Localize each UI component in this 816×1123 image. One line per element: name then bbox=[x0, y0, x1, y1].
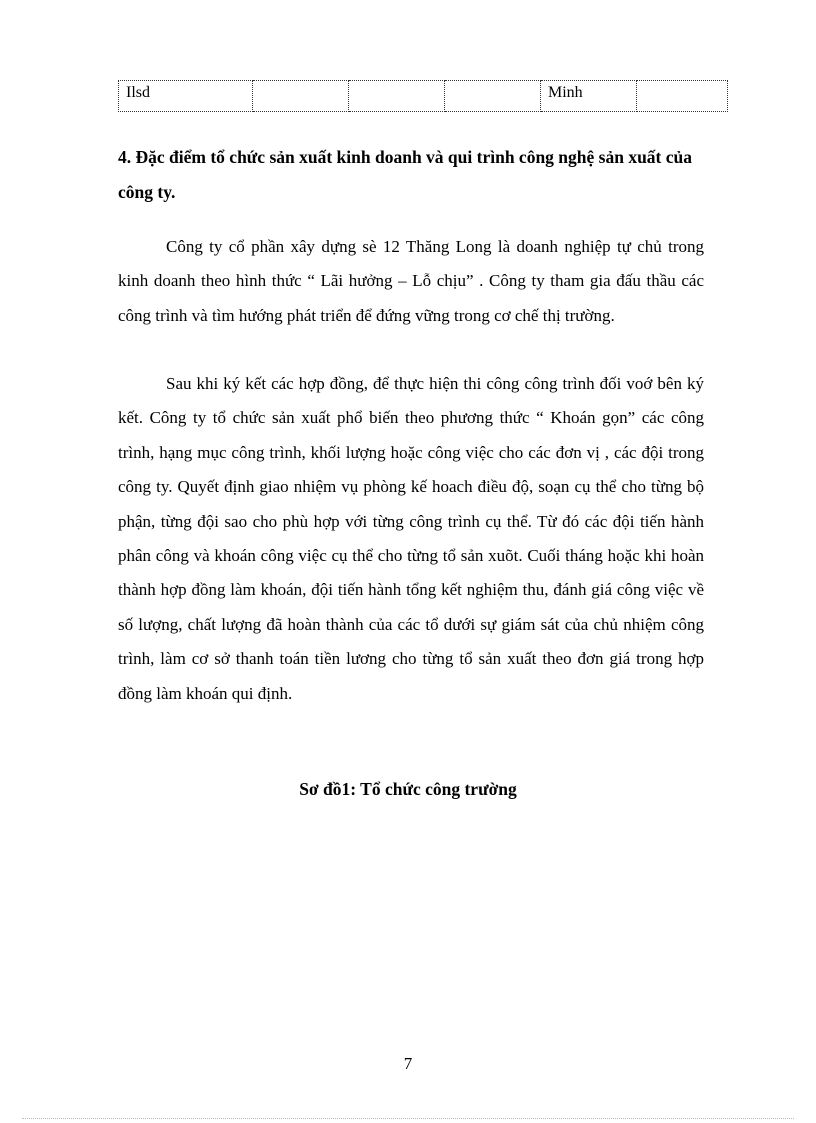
page-number: 7 bbox=[403, 1054, 413, 1073]
page-edge-divider bbox=[22, 1118, 794, 1119]
table-cell bbox=[349, 81, 445, 112]
table-row bbox=[119, 81, 728, 112]
diagram-title: Sơ đồ1: Tổ chức công trường bbox=[299, 779, 517, 799]
section-heading: 4. Đặc điểm tổ chức sản xuất kinh doanh và qui trình công nghệ sản xuất của công ty. bbox=[118, 147, 693, 202]
table-cell bbox=[253, 81, 349, 112]
table-cell bbox=[637, 81, 728, 112]
body-paragraph bbox=[118, 230, 704, 333]
body-paragraph bbox=[118, 367, 704, 711]
table-fragment bbox=[118, 80, 728, 112]
table-cell: Minh bbox=[541, 81, 637, 112]
table-cell: Ilsd bbox=[119, 81, 253, 112]
paragraph-text: Sau khi ký kết các hợp đồng, để thực hiện thi công công trình đối voớ bên ký kết. Công ty tổ chức sản xuất phổ biến theo phương thức “ Khoán gọn” các công trình, hạng mục công trình, khối lượng hoặc công việc cho các đơn vị , các đội trong công ty. Quyết định giao nhiệm vụ phòng kế hoach điều độ, soạn cụ thể cho từng bộ phận, từng đội sao cho phù hợp với từng công trình cụ thể. Từ đó các đội tiến hành phân công và khoán công việc cụ thể cho từng tổ sản xuõt. Cuối tháng hoặc khi hoàn thành hợp đồng làm khoán, đội tiến hành tổng kết nghiệm thu, đánh giá công việc về số lượng, chất lượng đã hoàn thành của các tổ dưới sự giám sát của chủ nhiệm công trình, làm cơ sở thanh toán tiền lương cho từng tổ sản xuất theo đơn giá trong hợp đồng làm khoán qui định. bbox=[118, 374, 704, 703]
table-cell bbox=[445, 81, 541, 112]
paragraph-text: Công ty cổ phần xây dựng sè 12 Thăng Long là doanh nghiệp tự chủ trong kinh doanh theo hình thức “ Lãi hưởng – Lỗ chịu” . Công ty tham gia đấu thầu các công trình và tìm hướng phát triển để đứng vững trong cơ chế thị trường. bbox=[118, 237, 704, 325]
